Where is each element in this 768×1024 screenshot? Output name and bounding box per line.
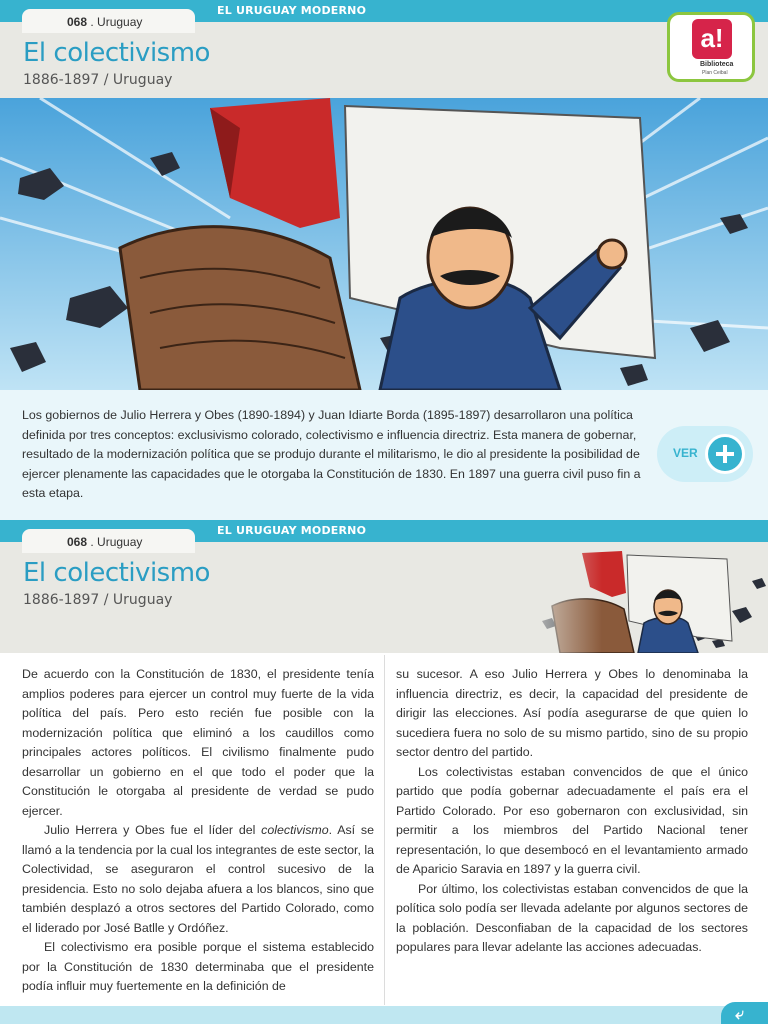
back-arrow-icon: ⤶ [735,1006,744,1023]
page-number: 068 . Uruguay [67,15,143,29]
plus-icon [705,434,745,474]
ver-button[interactable] [657,426,753,482]
bottom-bar [0,1006,768,1024]
body-paragraph: Por último, los colectivistas estaban convencidos de que la política solo podía ser llevada adelante por algunos sectores de la población. Desconfiaban de la capacidad de los sectores populares para llevar adelante las acciones adecuadas. [396,881,748,954]
back-button[interactable] [721,1002,768,1024]
section-label-2: EL URUGUAY MODERNO [217,524,367,537]
intro-text: Los gobiernos de Julio Herrera y Obes (1890-1894) y Juan Idiarte Borda (1895-1897) desarrollaron una política definida por tres conceptos: exclusivismo colorado, colectivismo e influencia directriz. Esta manera de gobernar, resultado de la modernización política que se produjo durante el militarismo, le dio al presidente la posibilidad de ejercer plenamente las capacidades que le otorgaba la Constitución de 1830. En 1897 una guerra civil puso fin a esta etapa. [22,408,641,500]
page-subtitle: 1886-1897 / Uruguay [23,72,173,88]
body-paragraph: Los colectivistas estaban convencidos de que el único partido que podía gobernar adecuadamente el país era el Partido Colorado. Por eso gobernaron con exclusividad, sin permitir a los miembros del Partido Nacional tener representación, lo que desembocó en el levantamiento armado de Aparicio Saravia en 1897 y la guerra civil. [396,764,748,876]
page-subtitle-2: 1886-1897 / Uruguay [23,592,173,608]
biblioteca-logo[interactable] [667,12,755,82]
body-paragraph: El colectivismo era posible porque el sistema establecido por la Constitución de 1830 determinaba que el presidente podía influir muy fuertemente en la definición de [22,940,374,993]
intro-panel [0,390,768,520]
logo-mark: a! [692,19,732,59]
thumbnail-illustration [512,551,768,653]
body-column-right [396,665,748,958]
page-number-tab-2 [22,529,195,553]
hero-illustration [0,98,768,390]
logo-sub: Plan Ceibal [702,70,728,76]
illustration-svg [0,98,768,390]
body-column-left [22,665,374,997]
thumbnail-fade [512,551,602,653]
page-number-2: 068 . Uruguay [67,535,143,549]
body-paragraph: su sucesor. A eso Julio Herrera y Obes lo denominaba la influencia directriz, es decir, la capacidad del presidente de dirigir las elecciones. Así podía asegurarse de que quien lo sucediera fuera no solo de su mismo partido, sino de su propio sector dentro del partido. [396,667,748,759]
page-title: El colectivismo [23,38,210,68]
page-title-2: El colectivismo [23,558,210,588]
logo-name: Biblioteca [700,61,734,68]
body-paragraph: Julio Herrera y Obes fue el líder del colectivismo. Así se llamó a la tendencia por la cual los integrantes de este sector, la Colectividad, se aseguraron el control sucesivo de la presidencia. Esto no solo dejaba afuera a los blancos, sino que también desplazó a otros sectores del Partido Colorado, como el liderado por José Batlle y Ordóñez. [22,823,374,935]
page-number-tab [22,9,195,33]
body-paragraph: De acuerdo con la Constitución de 1830, el presidente tenía amplios poderes para ejercer un control muy fuerte de la vida política del país. Pero esto recién fue posible con la modernización política que eliminó a los caudillos como principales actores políticos. El civilismo finalmente pudo desarrollar un gobierno en el que todo el poder que la Constitución le otorgaba al presidente de verdad se pudo ejercer. [22,667,374,818]
ver-label: VER [673,446,698,460]
column-divider [384,655,385,1005]
section-label: EL URUGUAY MODERNO [217,4,367,17]
